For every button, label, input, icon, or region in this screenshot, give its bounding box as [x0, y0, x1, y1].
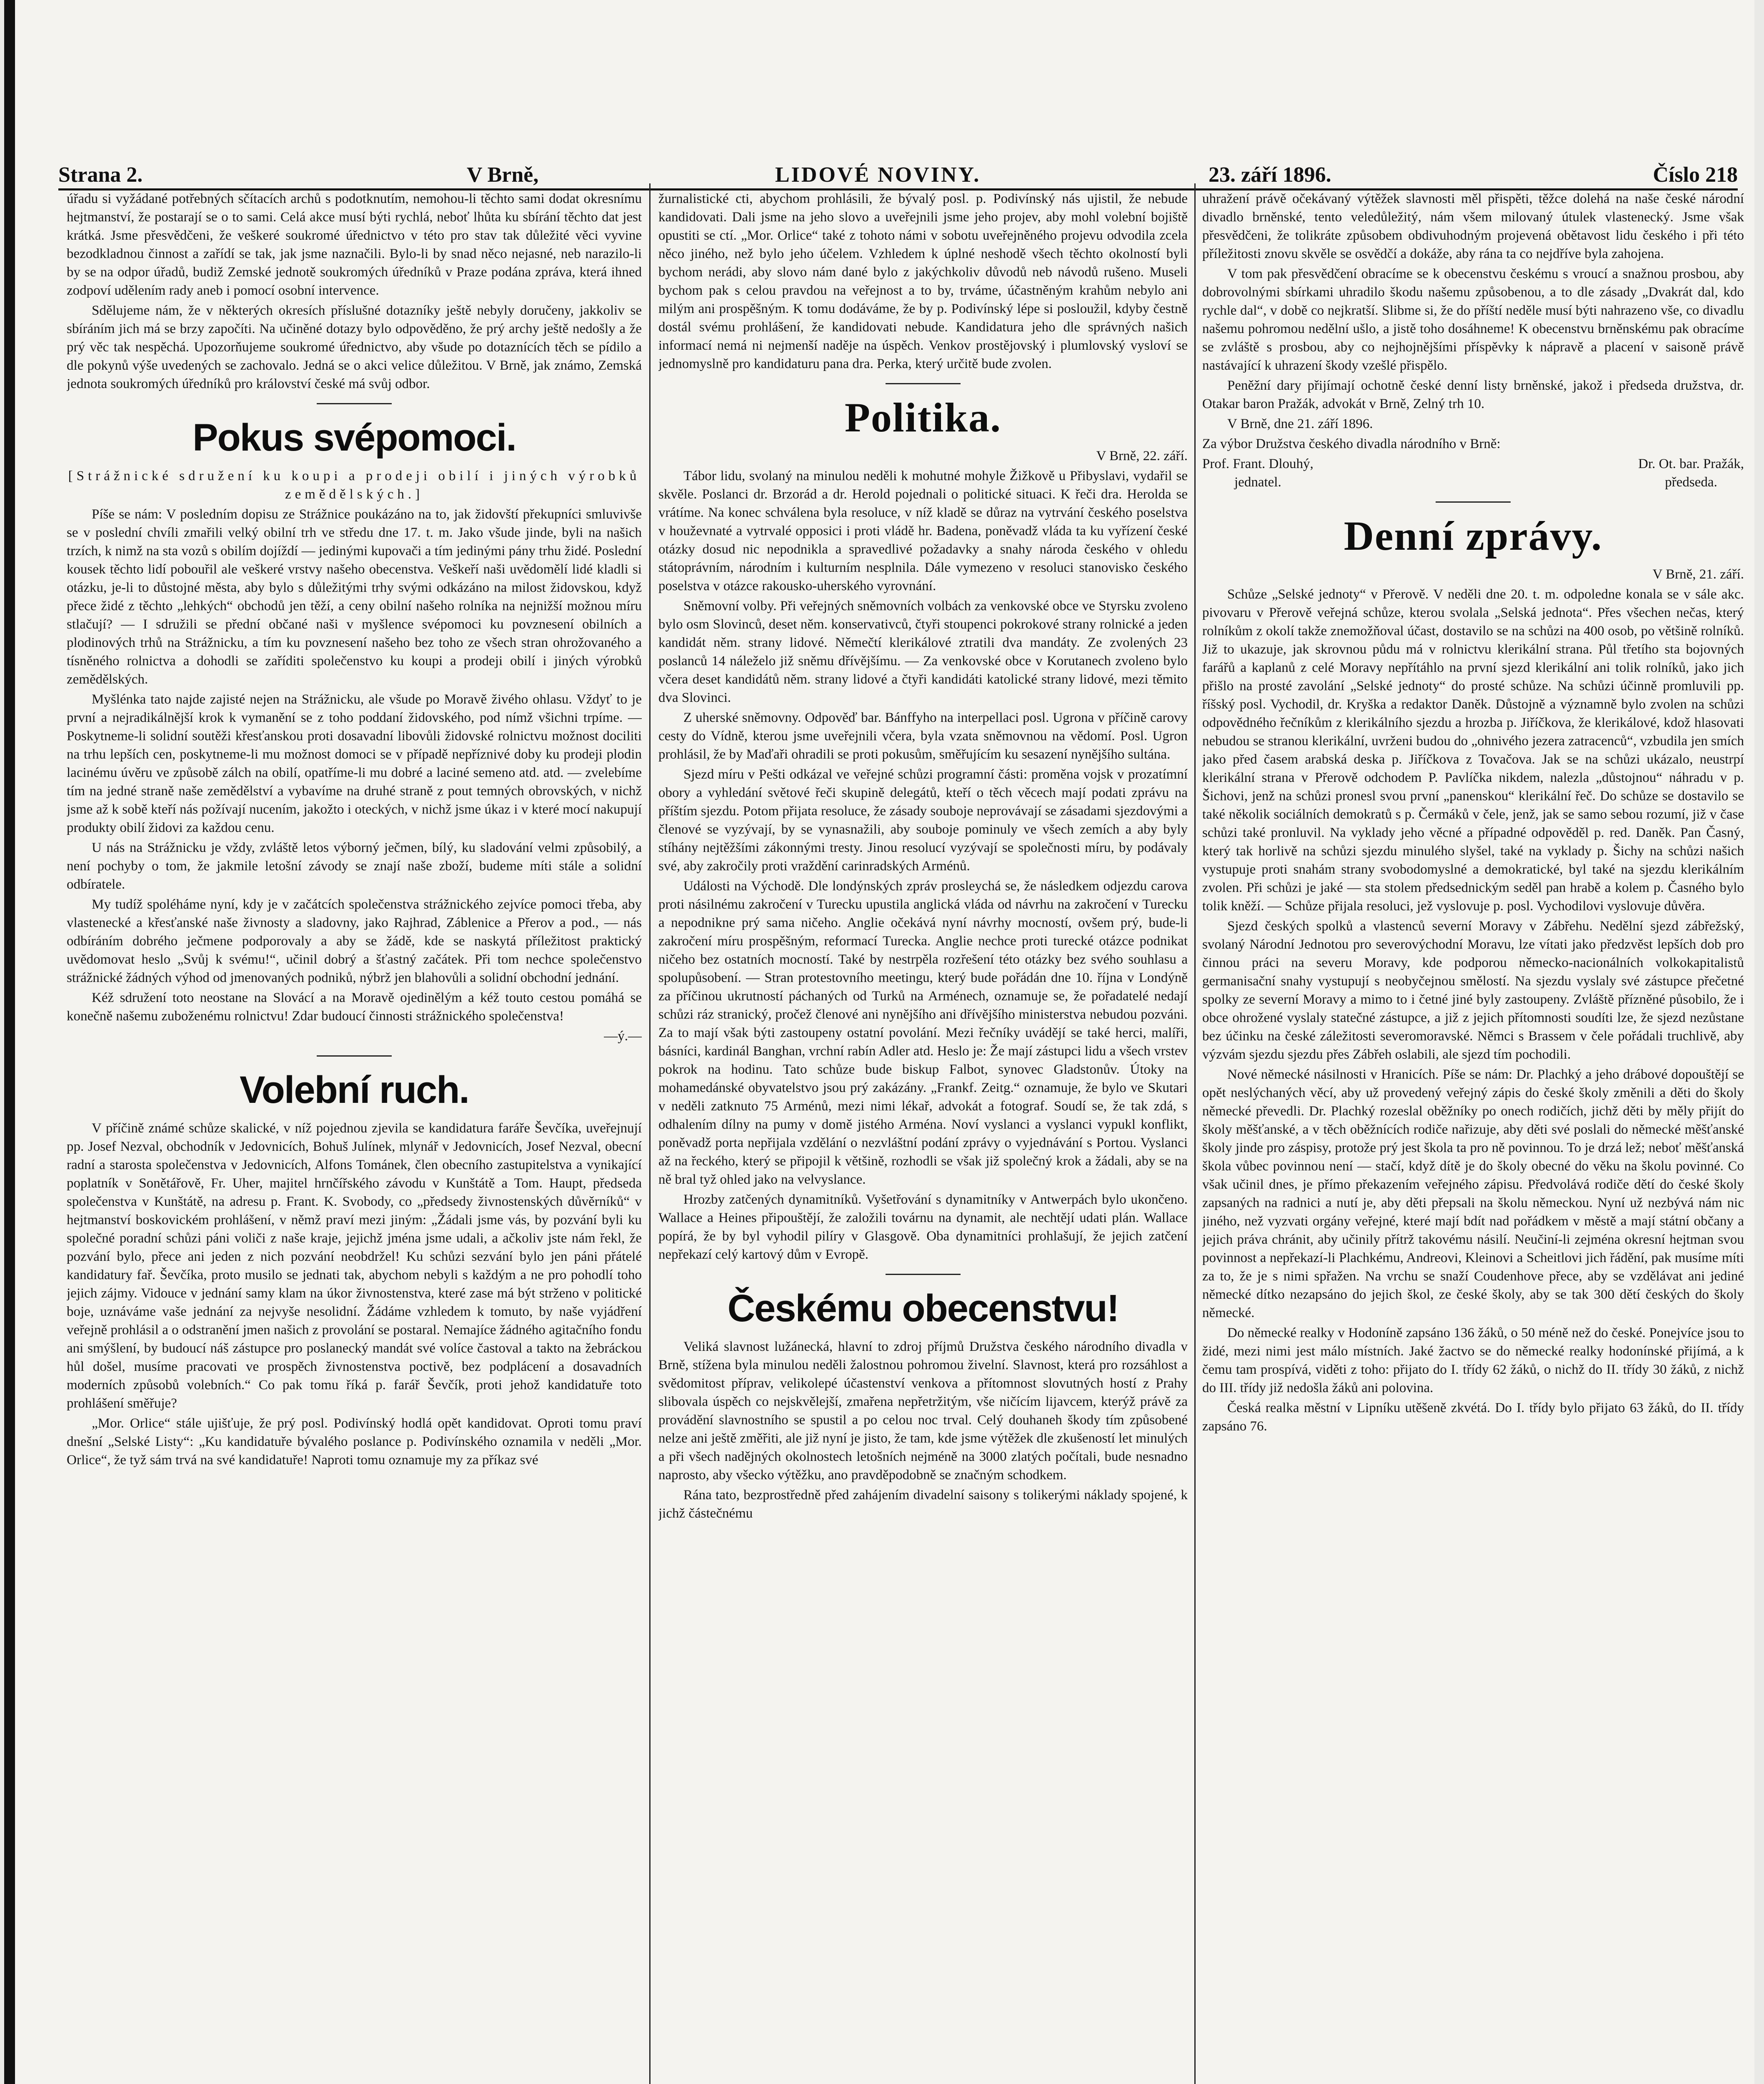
headline-pokus: Pokus svépomoci.: [193, 416, 516, 459]
paragraph: U nás na Strážnicku je vždy, zvláště letos výborný ječmen, bílý, ku sladování velmi způsobilý, a není pochyby o tom, že jakmile letošní závody se znají naše zboží, budeme míti stále a solidní odbíratele.: [67, 840, 642, 892]
signatures: [1202, 455, 1744, 491]
sign-org: Za výbor Družstva českého divadla národního v Brně:: [1202, 436, 1501, 451]
column-divider: [649, 183, 651, 2084]
scan-edge: [4, 0, 15, 2084]
paragraph: Veliká slavnost lužánecká, hlavní to zdroj příjmů Družstva českého národního divadla v Brně, stížena byla minulou neděli žalostnou pohromou živelní. Slavnost, která pro rozsáhlost a svědomitost příprav, velikolepé účastenství venkova a přítomnost slovutných hostí z Prahy slibovala úspěch co nejskvělejší, zmařena nepřetržitým, vše ničícím lijavcem, kterýž právě za provádění slavnostního se spustil a po celou noc trval. Celý douhaneh škody tím způsobené nelze ani ještě změřiti, ale již nyní je jisto, že tam, kde jsme výtěžek dle zkušeností let minulých a při všech nadějných okolnostech letošních nejméně na 3000 zlatých počítali, bude nesnadno naprosto, aby všecko výtěžku, ano pravděpodobně se značným schodkem.: [658, 1339, 1188, 1483]
paragraph: Rána tato, bezprostředně před zahájením divadelní saisony s tolikerými náklady spojené, k jichž částečnému: [658, 1488, 1188, 1521]
column-2: [658, 190, 1188, 2084]
paragraph: „Mor. Orlice“ stále ujišťuje, že prý posl. Podivínský hodlá opět kandidovat. Oproti tomu praví dnešní „Selské Listy“: „Ku kandidatuře bývalého poslance p. Podivínského oznamila v neděli „Mor. Orlice“, že tyž sám trvá na své kandidatuře! Naproti tomu oznamuje my za příkaz své: [67, 1416, 642, 1468]
paragraph: žurnalistické cti, abychom prohlásili, že bývalý posl. p. Podivínský nás ujistil, že nebude kandidovati. Dali jsme na jeho slovo a uveřejnili jsme jeho projev, aby mohl volební bojiště opustiti se ctí. „Mor. Orlice“ také z tohoto námi v sobotu uveřejněného projevu odvodila zcela něco jiného, než bylo jeho účelem. Vzhledem k úplné neshodě všech těchto okolností byli bychom nerádi, aby slovo nám dané bylo z jakýchkoliv důvodů neb návodů rušeno. Museli bychom pak s celou pravdou na veřejnost a to by, trváme, účastněným krahům nebylo ani milým ani prospěšným. K tomu dodáváme, že by p. Podivínský lépe si posloužil, kdyby čestně dostál svému prohlášení, že kandidovati nebude. Kandidatura jeho dle správných našich informací nemá ni nejmenší naděje na úspěch. Venkov prostějovský i plumlovský vysloví se jednomyslně pro kandidaturu pana dra. Perka, který určitě bude zvolen.: [658, 191, 1188, 371]
paragraph: Sjezd českých spolků a vlastenců severní Moravy v Zábřehu. Nedělní sjezd zábřežský, svolaný Národní Jednotou pro severovýchodní Moravu, lze vítati jako předzvěst lepších dob pro činnou práci na severu Moravy, kde podporou německo-nacionálních volkokapitalistů germanisační snahy vystupují s neobyčejnou smělostí. Na sjezdu vyslaly své zástupce přečetné spolky ze severní Moravy a mimo to i četné jiné byly zastoupeny. Zvláště přízněné působilo, že i obce ohrožené vyslaly statečné zástupce, a již z jejich přítomnosti soudíti lze, že sjezd nezůstane bez účinku na české záležitosti severomoravské. Němci s Brassem v čele pořádali truchlivě, aby výzvám sjezdu sjezdu přes Zábřeh oslabili, ale sjezd tím pochodili.: [1202, 919, 1744, 1062]
paragraph: V příčině známé schůze skalické, v níž pojednou zjevila se kandidatura faráře Ševčíka, uveřejnují pp. Josef Nezval, obchodník v Jedovnicích, Bohuš Julínek, mlynář v Jedovnicích, Josef Nezval, obecní radní a starosta společenstva v Jedovnicích, Alfons Tománek, člen obecního zastupitelstva a vynikající poplatník v Sonětářově, Fr. Uher, majitel hrnčířského závodu v Kunštátě a Tom. Haupt, předseda společenstva v Kunštátě, na adresu p. Frant. K. Svobody, co „předsedy živnostenských důvěrníků“ v hejtmanství boskovickém prohlášení, v němž praví mezi jiným: „Žádali jsme vás, by pozvání byli ku společné poradní schůzi páni voliči z naše kraje, jejichž jména jsme udali, a ačkoliv jste nám řekl, že pozvání bylo, přece ani jeden z nich pozvání neobdržel! Ku schůzi sezvání bylo jen páni přátelé kandidatury fař. Ševčíka, proto musilo se jednati tak, abychom nebyli s každým a ne pro pohodlí toho jejich zájmy. Vidouce v jednání samy klam na úkor živnostenstva, které zase má být strženo v politické boje, uznáváme vaše jednání za nejvyše nesolidní. Žádáme vzhledem k tomuto, by naše vyjádření veřejně prohlásil a o odstranění jmen našich z provolání se postaral. Nemajíce žádného agitačního fondu ani smýšlení, by budoucí náš zástupce pro poslanecký mandát své volíce častoval a takto na žebráckou hůl došel, musíme pracovati ve prospěch živnostenstva poctivě, bez podplácení a dosavadních moderních způsobů volebních.“ Co pak tomu říká p. farář Ševčík, proti jehož kandidatuře toto prohlášení směřuje?: [67, 1121, 642, 1411]
paragraph: Tábor lidu, svolaný na minulou neděli k mohutné mohyle Žižkově u Přibyslavi, vydařil se skvěle. Poslanci dr. Brzorád a dr. Herold pojednali o politické situaci. K řeči dra. Herolda se vrátíme. Na konec schválena byla resoluce, v níž kladě se důraz na vytrvání českého poselstva v houževnaté a vytrvalé opposici i proti vládě hr. Badena, poněvadž vláda ta ku vyřízení české otázky dosud nic nepodnikla a spravedlivé požadavky a snahy národa českého v ohledu státoprávním, národním i kulturním nesplnila. Dále vymezeno v resoluci stanovisko českého poselstva v otázce rakousko-uherského vyrovnání.: [658, 468, 1188, 594]
divider: [317, 403, 392, 404]
headline-politika: Politika.: [844, 394, 1002, 441]
divider: [886, 1274, 961, 1275]
dateline: V Brně, 21. září.: [1652, 567, 1744, 582]
dateline: V Brně, 22. září.: [1096, 448, 1188, 463]
column-3: [1202, 190, 1744, 2084]
paragraph: Sdělujeme nám, že v některých okresích příslušné dotazníky ještě nebyly doručeny, jakkoliv se sbíráním jich má se brzy započíti. Na učiněné dotazy bylo odpověděno, že prý archy ještě nedošly a že prý věc tak nespěchá. Upozorňujeme soukromé úřednictvo, aby všude po dotaznících těch se pídilo a dle pokynů výše uvedených se zachovalo. Jedná se o akci velice důležitou. V Brně, jak známo, Zemská jednota soukromých úředníků pro království české má svůj odbor.: [67, 303, 642, 391]
newspaper-title: LIDOVÉ NOVINY.: [775, 163, 981, 187]
author-sign: —ý.—: [604, 1029, 642, 1044]
headline-denni: Denní zprávy.: [1344, 513, 1603, 559]
paragraph: Sjezd míru v Pešti odkázal ve veřejné schůzi programní části: proměna vojsk v prozatímní obory a vyhledání světové řeči skupině delegátů, kteří o těch věcech mají podati zprávu na příštím sjezdu. Potom přijata resoluce, že zásady souboje neprovávají se zásadami sjezdovými a členové se vyzývají, by se vynasnažili, aby souboje pominuly ve všech zemích a aby byly stíhány nejtěžšími zákonnými tresty. Jinou resolucí vyzývají se společnosti míru, by podávaly své, aby zakročily proti vraždění carinradských Arménů.: [658, 767, 1188, 874]
signature-right-role: předseda.: [1665, 475, 1717, 490]
page-number: Strana 2.: [58, 163, 143, 187]
paragraph: Z uherské sněmovny. Odpověď bar. Bánffyho na interpellaci posl. Ugrona v příčině carovy cesty do Vídně, kterou jsme uveřejnili včera, byla vzata sněmovnou na vědomí. Posl. Ugron prohlásil, že by Maďaři ohradili se proti pokusům, směřujícím ku sesazení nynějšího sultána.: [658, 710, 1188, 762]
divider: [886, 383, 961, 384]
paragraph: Sněmovní volby. Při veřejných sněmovních volbách za venkovské obce ve Styrsku zvoleno bylo osm Slovinců, deset něm. konservativců, čtyři stoupenci pokrokové strany rolnické a jeden kandidát něm. strany lidové. Němečtí klerikálové ztratili dva mandáty. Ze zvolených 23 poslanců 14 náleželo již sněmu dřívějšímu. — Za venkovské obce v Korutanech zvoleno bylo včera deset kandidátů něm. strany lidové a čtyři kandidáti katolické strany lidové, mezi těmito dva Slovinci.: [658, 599, 1188, 705]
paragraph: úřadu si vyžádané potřebných sčítacích archů s podotknutím, nemohou-li těchto sami dodat okresnímu hejtmanství, že postarají se o to sami. Celá akce musí býti rychlá, neboť lhůta ku sbírání těchto dat jest krátká. Jsme přesvědčeni, že veškeré soukromé úřednictvo v této pro stav tak důležité věci vyvine bezodkladnou činnost a zařídí se tak, jak jsme naznačili. Bylo-li by snad něco nejasné, neb narazilo-li by se na odpor úřadů, budiž Zemské jednotě soukromých úředníků v Praze podána zpráva, která ihned zodpoví udělením rady aneb i pomocí osobní intervence.: [67, 191, 642, 298]
signature-left-role: jednatel.: [1234, 475, 1281, 490]
divider: [317, 1055, 392, 1057]
paragraph: Kéž sdružení toto neostane na Slovácí a na Moravě ojedinělým a kéž touto cestou pomáhá se konečně našemu zuboženému rolnictvu! Zdar budoucí činnosti strážnického společenstva!: [67, 990, 642, 1024]
paragraph: Schůze „Selské jednoty“ v Přerově. V neděli dne 20. t. m. odpoledne konala se v sále akc. pivovaru v Přerově veřejná schůze, kterou svolala „Selská jednota“. Přes všechen nečas, který rolníkům z okolí takže znemožňoval účast, dostavilo se na schůzi na 400 osob, po většině rolníků. Již to ukazuje, jak skrovnou půdu má v rolnictvu klerikální strana. Půl třetího sta bojovných farářů a kaplanů z celé Moravy nepřítáhlo na první sjezd klerikální ani tolik rolníků, jako jich přišlo na prosté zavolání „Selské jednoty“ do prosté schůze. Na schůzi účinně promluvili pp. říšský posl. Vychodil, dr. Kryška a redaktor Daněk. Důstojně a významně bylo zvolen na schůzi odpovědného řečníkům z klerikálního sjezdu a hrozba p. Jiříčkova, že klerikálové, kdož hlasovati nebudou se stranou klerikální, uvrženi budou do „ohnivého jezera zatracenců“, vzbudila jen smích jako před časem arabská deska p. Jiříčkova z Tovačova. Jak se na schůzi ukázalo, neustrpí klerikální strana v Přerově odchodem P. Pavlíčka nikdem, nalezla „důstojnou“ náhradu v p. Šichovi, jenž na schůzi pronesl svou první „panenskou“ klerikální řeč. Do schůze se dostavilo se také několik sociálních demokratů s p. Čermáků v čele, jenž, jak se samo sebou rozumí, již v čase schůzi také pronluvil. Na vyklady jeho věcné a případné odpověděl p. red. Daněk. Pan Časný, který tak horlivě na schůzi sjezdu minulého slyšel, také na vyklady p. Šichy na schůzi našich vystupuje proti snahám strany svobodomyslné a demokratické, byl také na sjezdu klerikálním zvolen. Při schůzi je jaké — sta stolem předsednickým seděl pan hrabě a kolem p. Časného bylo tolik kněží. — Schůze přijala resoluci, jež vyslovuje p. posl. Vychodilovi vyslovuje důvěra.: [1202, 587, 1744, 914]
paragraph: Peněžní dary přijímají ochotně české denní listy brněnské, jakož i předseda družstva, dr. Otakar baron Pražák, advokát v Brně, Zelný trh 10.: [1202, 378, 1744, 411]
paragraph: Hrozby zatčených dynamitníků. Vyšetřování s dynamitníky v Antwerpách bylo ukončeno. Wallace a Heines připouštějí, že založili továrnu na dynamit, ale nechtějí udati plán. Wallace popírá, že by byl vyhodil pilíry v Glasgově. Oba dynamitníci prohlašují, že jejich zatčení nepřekazí celý kartový dům v Evropě.: [658, 1192, 1188, 1262]
signature-right-name: Dr. Ot. bar. Pražák,: [1638, 456, 1744, 471]
paragraph: Do německé realky v Hodoníně zapsáno 136 žáků, o 50 méně než do české. Ponejvíce jsou to židé, mezi nimi jest málo místních. Jaké žactvo se do německé realky hodonínské přijímá, a k čemu tam prospívá, viděti z toho: přijato do I. třídy 62 žáků, o nichž do II. třídy 30 žáků, z nichž do III. třídy již nedošla žáků ani polovina.: [1202, 1325, 1744, 1395]
paragraph: Události na Východě. Dle londýnských zpráv prosleychá se, že následkem odjezdu carova proti násilnému zakročení v Turecku upustila anglická vláda od návrhu na zakročení v Turecku a nepodnikne prý sama ničeho. Anglie očekává nyní návrhy mocností, ovšem prý, bude-li zakročení míru prospěšným, reformací Turecka. Anglie nechce proti turecké otázce podnikat ničeho bez ostatních mocností. Také by nestrpěla rozřešení této otázky bez svého souhlasu a spolupůsobení. — Stran protestovního meetingu, který bude pořádán dne 10. října v Londýně za příčinou ukrutností páchaných od Turků na Arménech, oznamuje se, že pořadatelé nedají schůzi ráz stranický, pročež členové ani nynějšího ani dřívějšího ministerstva nebudou pozváni. Za to mají však býti zastoupeny ostatní povolání. Mezi řečníky uvádějí se také herci, malíři, básníci, kardinál Banghan, vrchní rabín Adler atd. Heslo je: Že mají zástupci lidu a všech vrstev pokrok na hodinu. Tato schůze bude biskup Falbot, synovec Gladstonův. Útoky na mohamedánské obyvatelstvo jsou prý zakázány. „Frankf. Zeitg.“ oznamuje, že bylo ve Skutari v neděli zatknuto 75 Arménů, mezi nimi lékař, advokát a fotograf. Soudí se, že tak zdá, s odhalením dílny na pumy v domě jistého Arména. Noví vyslanci a vyslanci vypukl konflikt, poněvadž porta nepřijala vzdělání o nezvláštní podání zprávy o vyjednávání s Portou. Vyslanci až na řeckého, který se připojil k většině, rozhodli se však již společný krok a žádali, aby se na ně bral tyž ohled jako na velvyslance.: [658, 879, 1188, 1187]
paragraph: My tudíž spoléháme nyní, kdy je v začátcích společenstva strážnického zejvíce pomoci třeba, aby vlastenecké a křesťanské naše živnosty a sladovny, jako Rajhrad, Záblenice a Přerov a pod., — nás odbíráním dobrého ječmene podporovaly a aby se žádě, kde se naskytá příležitost praktický uvědomovat heslo „Svůj k svému!“, učinil dobrý a šťastný začátek. Při tom nechce společenstvo strážnické žádných výhod od jmenovaných podniků, nýbrž jen blahovůli a solidní obchodní jednání.: [67, 897, 642, 985]
paragraph: uhražení právě očekávaný výtěžek slavnosti měl přispěti, těžce dolehá na naše české národní divadlo brněnské, tento veledůležitý, nám všem milovaný útulek vlastenecký. Jsme však přesvědčeni, že tolikráte způsobem obdivuhodným projevená obětavost lidu českého i při této příležitosti znovu skvěle se osvědčí a dokáže, aby rána ta co nejdříve byla zahojena.: [1202, 191, 1744, 261]
paragraph: Nové německé násilnosti v Hranicích. Píše se nám: Dr. Plachký a jeho drábové dopouštějí se opět neslýchaných věcí, aby už provedený veřejný zápis do české školy změnili a děti do školy německé převedli. Dr. Plachký rozeslal oběžníky po onech rodičích, jichž děti by měly přijít do školy měšťanské, a v těch oběžnících rodiče nařizuje, aby děti své poslali do německé měšťanské školy jinde pro záspisy, protože prý jest škola ta pro ně povinnou. To je drzá lež; neboť měšťanská škola vůbec povinnou není — stačí, když dítě je do školy obecné do věku na školu povinné. Co však učinil dnes, je přímo překazením veřejného zápisu. Předvolává rodiče dětí do české školy zapsaných na radnici a nutí je, aby děti přepsali na školu německou. Nyní už nezbývá nám nic jiného, než vyzvati orgány veřejné, které mají bdít nad pořádkem v městě a mají státní občany a jejich práva chránit, aby učinily přítrž takovému násilí. Neučiní-li zejména okresní hejtman svou povinnost a nepřekazí-li Plachkému, Andreovi, Kleinovi a Scheitlovi jich řádění, pak musíme míti za to, že je s nimi spřažen. Na vrchu se snaží Coudenhove přece, aby se vzdělávat ani jediné německé dítko nezapsáno do jejich škol, ze české školy, aby se tak 300 dětí českých do školy německé.: [1202, 1067, 1744, 1320]
signature-right: [1638, 455, 1744, 491]
headline-ceskemu: Českému obecenstvu!: [727, 1287, 1119, 1330]
newspaper-page: [4, 0, 1754, 2084]
headline-volebni: Volební ruch.: [240, 1069, 469, 1111]
issue-date: 23. září 1896.: [1209, 163, 1331, 187]
paragraph: Myšlénka tato najde zajisté nejen na Strážnicku, ale všude po Moravě živého ohlasu. Vždyť to je první a nejradikálnější krok k vymanění se z toho poddaní židovského, pod nímž všichni trpíme. — Poskytneme-li solidní soutěži křesťanskou proti dosavadní libovůli židovské rolnictvu možnost dociliti na trhu lepších cen, poskytneme-li mu možnost domoci se v případě nepříznivé doby ku prodeji plodin lacinému úvěru ve způsobě zálch na obilí, opatříme-li mu dobré a laciné semeno atd. atd. — zvelebíme tím na jedné straně naše zemědělství a vybavíme na druhé straně z pout temných obrovských, v nichž jsme až k sobě kteří nás požívají nucením, jakožto i oteckých, v nichž jsme úkaz i v které mocí nakupují produkty obilí židovi za každou cenu.: [67, 692, 642, 835]
paragraph: Píše se nám: V posledním dopisu ze Strážnice poukázáno na to, jak židovští překupníci smluvivše se v poslední chvíli zmařili velký obilní trh ve středu dne 17. t. m. Jako všude jinde, byli na našich trzích, k nimž na sta vozů s obilím dojíždí — jedinými kupovači a tím jedinými pány trhu židé. Poslední kousek těchto lidí pobouřil ale veškeré vrstvy našeho obecenstva. Veškeří naši uvědomělí lidé kladli si otázku, je-li to důstojné města, aby bylo s důležitými trhy svými odkázáno na milost židovskou, když přece židé z těchto „lehkých“ obchodů jen těží, a ceny obilní našeho rolníka na nejnižší možnou míru stlačují? — I sdružili se přední občané naši v myšlence svépomoci ku povznesení obilních a plodinových trhů na Strážnicku, a tím ku povznesení našeho bez toho ze všech stran ohrožovaného a tísněného rolnictva a dohodli se zaříditi společenstvo ku koupi a prodeji obilí i jiných výrobků zemědělských.: [67, 507, 642, 687]
column-divider: [1194, 183, 1196, 2084]
paragraph: V tom pak přesvědčení obracíme se k obecenstvu českému s vroucí a snažnou prosbou, aby dobrovolnými sbírkami uhradilo škodu našemu způsobenou, a to dle zásady „Dvakrát dal, kdo rychle dal“, v době co nejkratší. Slibme si, že do příští neděle musí býti nahrazeno vše, co divadlu našemu pohromou nedělní ušlo, a jistě toho dosáhneme! K obecenstvu brněnskému pak obracíme se zvláště s prosbou, aby co nejhojnějšími příspěvky k nápravě a placení v saisoně právě nastávající k uhrazení škody vzešlé přispělo.: [1202, 266, 1744, 373]
signature-left-name: Prof. Frant. Dlouhý,: [1202, 456, 1314, 471]
paragraph: Česká realka městní v Lipníku utěšeně zkvétá. Do I. třídy bylo přijato 63 žáků, do II. třídy zapsáno 76.: [1202, 1400, 1744, 1434]
divider: [1436, 501, 1511, 503]
signature-left: [1202, 455, 1314, 491]
issue-number: Číslo 218: [1653, 163, 1738, 187]
page-place: V Brně,: [467, 163, 539, 187]
column-1: [67, 190, 642, 2084]
sign-date: V Brně, dne 21. září 1896.: [1227, 416, 1373, 431]
subheadline: [Strážnické sdružení ku koupi a prodeji obilí i jiných výrobků zemědělských.]: [68, 468, 641, 502]
